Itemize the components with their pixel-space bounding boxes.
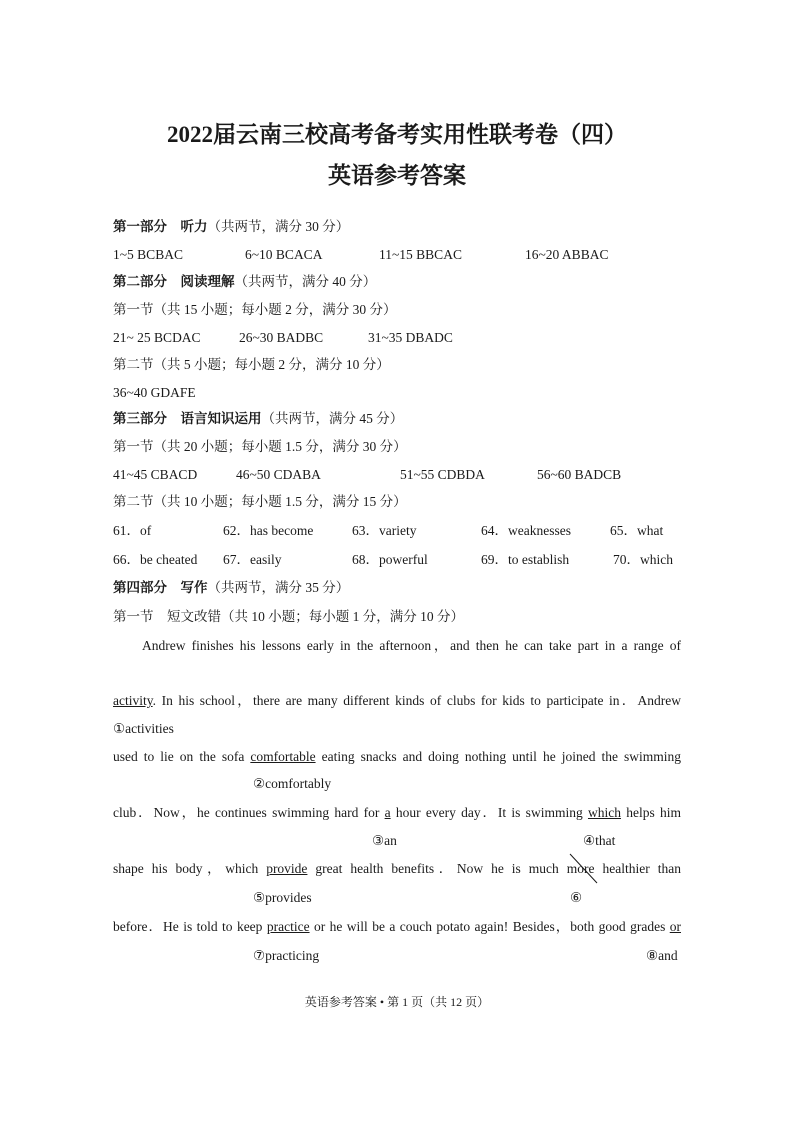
document-subtitle: 英语参考答案	[328, 163, 466, 188]
correction-note: ④that	[583, 833, 616, 848]
answer-item: 68．powerful	[352, 552, 428, 567]
section-heading: 第二节（共 10 小题；每小题 1.5 分，满分 15 分）	[113, 494, 407, 509]
answer-group: 41~45 CBACD	[113, 467, 198, 482]
error-word: activity	[113, 693, 153, 708]
answer-group: 16~20 ABBAC	[525, 247, 609, 262]
error-word: or	[669, 919, 681, 934]
correction-note: ①activities	[113, 721, 174, 736]
answer-item: 65．what	[610, 523, 664, 538]
section-heading: 第一节 短文改错（共 10 小题；每小题 1 分，满分 10 分）	[113, 609, 464, 624]
answer-item: 63．variety	[352, 523, 417, 538]
answer-item: 62．has become	[223, 523, 314, 538]
answer-group: 1~5 BCBAC	[113, 247, 183, 262]
essay-line: shape his body，which provide great health benefits．Now he is much more healthier than	[113, 861, 681, 877]
answer-group: 11~15 BBCAC	[379, 247, 462, 262]
section-heading: 第一节（共 15 小题；每小题 2 分，满分 30 分）	[113, 302, 397, 317]
error-word: comfortable	[250, 749, 316, 764]
answer-item: 61．of	[113, 523, 152, 538]
section-heading: 第二节（共 5 小题；每小题 2 分，满分 10 分）	[113, 357, 390, 372]
correction-note: ③an	[372, 833, 397, 848]
answer-item: 64．weaknesses	[481, 523, 571, 538]
document-title: 2022届云南三校高考备考实用性联考卷（四）	[167, 122, 627, 147]
part2-heading: 第二部分 阅读理解（共两节，满分 40 分）	[113, 274, 377, 289]
part3-heading: 第三部分 语言知识运用（共两节，满分 45 分）	[113, 411, 404, 426]
essay-line: used to lie on the sofa comfortable eating snacks and doing nothing until he joined the swimming	[113, 749, 681, 764]
answer-group: 26~30 BADBC	[239, 330, 324, 345]
answer-group: 31~35 DBADC	[368, 330, 453, 345]
correction-note: ⑦practicing	[253, 948, 320, 963]
correction-note: ②comfortably	[253, 776, 332, 791]
correction-note: ⑥	[570, 890, 583, 905]
essay-line: club．Now，he continues swimming hard for a hour every day．It is swimming which helps him	[113, 805, 681, 820]
answer-item: 69．to establish	[481, 552, 570, 567]
answer-item: 66．be cheated	[113, 552, 198, 567]
answer-group: 56~60 BADCB	[537, 467, 622, 482]
answer-group: 21~ 25 BCDAC	[113, 330, 201, 345]
correction-note: ⑧and	[646, 948, 678, 963]
deletion-slash-icon	[569, 853, 599, 885]
part4-heading: 第四部分 写作（共两节，满分 35 分）	[113, 580, 350, 595]
answer-group: 36~40 GDAFE	[113, 385, 196, 400]
error-word: practice	[266, 919, 310, 934]
section-heading: 第一节（共 20 小题；每小题 1.5 分，满分 30 分）	[113, 439, 407, 454]
deleted-word: more	[567, 861, 595, 876]
answer-group: 6~10 BCACA	[245, 247, 323, 262]
page-footer: 英语参考答案 • 第 1 页（共 12 页）	[304, 995, 490, 1009]
answer-group: 51~55 CDBDA	[400, 467, 485, 482]
correction-note: ⑤provides	[253, 890, 312, 905]
error-word: which	[587, 805, 621, 820]
answer-item: 70．which	[613, 552, 673, 567]
error-word: a	[384, 805, 391, 820]
essay-line: before．He is told to keep practice or he will be a couch potato again! Besides，both good grades or	[113, 919, 681, 934]
answer-group: 46~50 CDABA	[236, 467, 321, 482]
essay-line: Andrew finishes his lessons early in the afternoon，and then he can take part in a range of	[142, 638, 681, 653]
answer-item: 67．easily	[223, 552, 282, 567]
essay-line: activity. In his school，there are many different kinds of clubs for kids to participate in．Andrew	[113, 693, 681, 708]
error-word: provide	[266, 861, 308, 876]
part1-heading: 第一部分 听力（共两节，满分 30 分）	[113, 219, 350, 234]
